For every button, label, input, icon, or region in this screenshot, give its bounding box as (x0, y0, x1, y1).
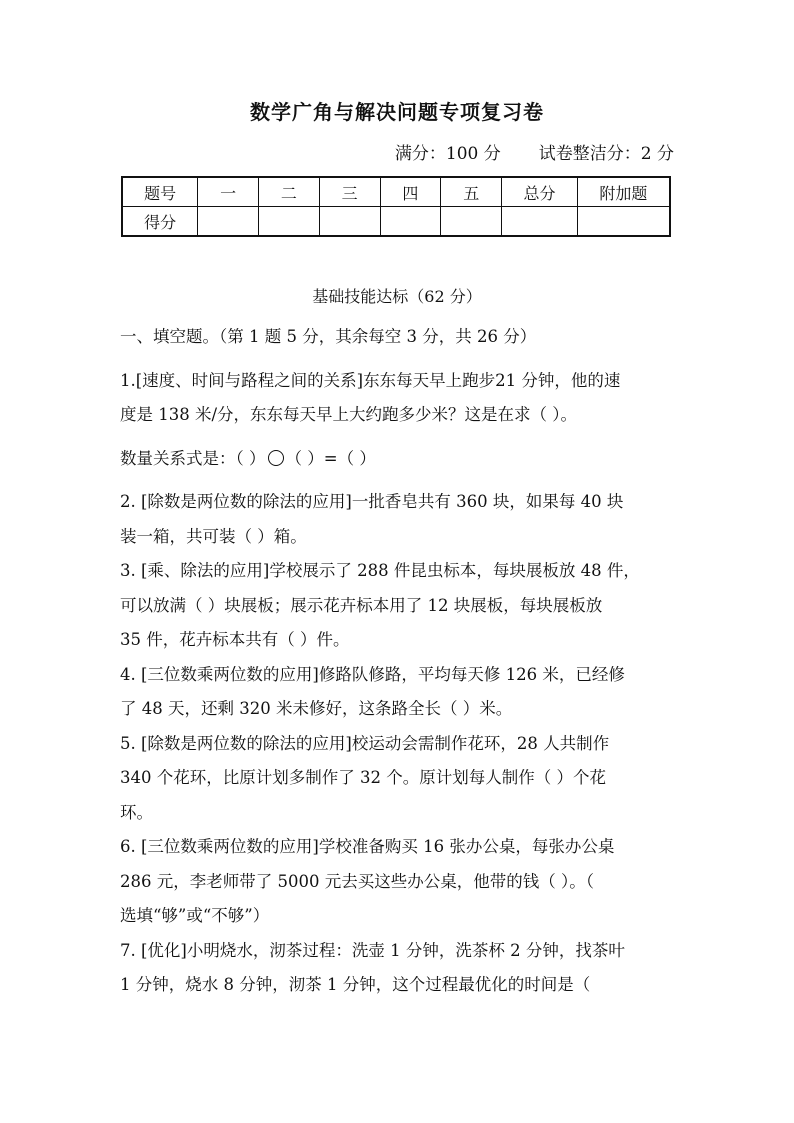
score-info (395, 139, 674, 164)
table-header-cell: 二 (258, 177, 319, 207)
score-cell[interactable] (258, 207, 319, 237)
question-2 (120, 485, 674, 554)
question-6 (120, 830, 674, 934)
question-line: 7. [优化]小明烧水，沏茶过程：洗壶 1 分钟，洗茶杯 2 分钟，找茶叶 (120, 940, 625, 960)
question-line: 1 分钟，烧水 8 分钟，沏茶 1 分钟，这个过程最优化的时间是（ (120, 975, 591, 994)
operator-circle-icon[interactable] (268, 450, 284, 466)
full-score: 满分：100 分 (394, 144, 501, 164)
question-line: 4. [三位数乘两位数的应用]修路队修路，平均每天修 126 米，已经修 (120, 664, 625, 684)
score-cell[interactable] (441, 207, 502, 237)
page-title: 数学广角与解决问题专项复习卷 (250, 100, 544, 124)
table-header-cell: 四 (380, 177, 441, 207)
question-line: 了 48 天，还剩 320 米未修好，这条路全长（ ）米。 (120, 699, 513, 718)
relation-left: 数量关系式是：（ ） (120, 448, 266, 468)
question-1 (120, 364, 674, 477)
question-line: 选填“够”或“不够”） (120, 906, 270, 925)
question-line: 5. [除数是两位数的除法的应用]校运动会需制作花环，28 人共制作 (120, 733, 610, 753)
table-header-cell: 总分 (502, 177, 578, 207)
table-header-cell: 题号 (122, 177, 198, 207)
question-line: 35 件，花卉标本共有（ ）件。 (120, 630, 350, 649)
question-4 (120, 658, 674, 727)
score-table-score-row (122, 207, 670, 237)
score-cell[interactable] (577, 207, 670, 237)
table-header-cell: 附加题 (577, 177, 670, 207)
table-header-cell: 三 (319, 177, 380, 207)
score-table-header-row (122, 177, 670, 207)
question-line: 3. [乘、除法的应用]学校展示了 288 件昆虫标本，每块展板放 48 件， (120, 561, 640, 580)
question-line: 可以放满（ ）块展板；展示花卉标本用了 12 块展板，每块展板放 (120, 595, 603, 615)
neatness-score: 试卷整洁分：2 分 (538, 144, 674, 164)
question-line: 6. [三位数乘两位数的应用]学校准备购买 16 张办公桌，每张办公桌 (120, 837, 615, 856)
table-header-cell: 五 (441, 177, 502, 207)
part-heading: 一、填空题。（第 1 题 5 分，其余每空 3 分，共 26 分） (120, 327, 537, 346)
question-7 (120, 934, 674, 1003)
table-header-cell: 一 (198, 177, 259, 207)
question-list (120, 320, 674, 1003)
question-line: 装一箱，共可装（ ）箱。 (120, 526, 307, 546)
question-line: 340 个花环，比原计划多制作了 32 个。原计划每人制作（ ）个花 (120, 768, 606, 787)
score-row-label: 得分 (122, 207, 198, 237)
question-line: 环。 (120, 802, 153, 822)
question-line: 1.[速度、时间与路程之间的关系]东东每天早上跑步21 分钟，他的速 (120, 370, 621, 390)
score-cell[interactable] (319, 207, 380, 237)
relation-right: （ ）=（ ） (285, 448, 376, 468)
score-cell[interactable] (198, 207, 259, 237)
score-table (121, 176, 671, 237)
score-cell[interactable] (380, 207, 441, 237)
section-title: 基础技能达标（62 分） (312, 287, 482, 306)
relation-line (120, 442, 674, 477)
question-5 (120, 727, 674, 831)
score-cell[interactable] (502, 207, 578, 237)
question-3 (120, 554, 674, 658)
question-line: 度是 138 米/分，东东每天早上大约跑多少米？这是在求（ ）。 (120, 405, 578, 424)
question-line: 286 元，李老师带了 5000 元去买这些办公桌，他带的钱（ ）。（ (120, 871, 594, 891)
question-line: 2. [除数是两位数的除法的应用]一批香皂共有 360 块，如果每 40 块 (120, 492, 624, 511)
